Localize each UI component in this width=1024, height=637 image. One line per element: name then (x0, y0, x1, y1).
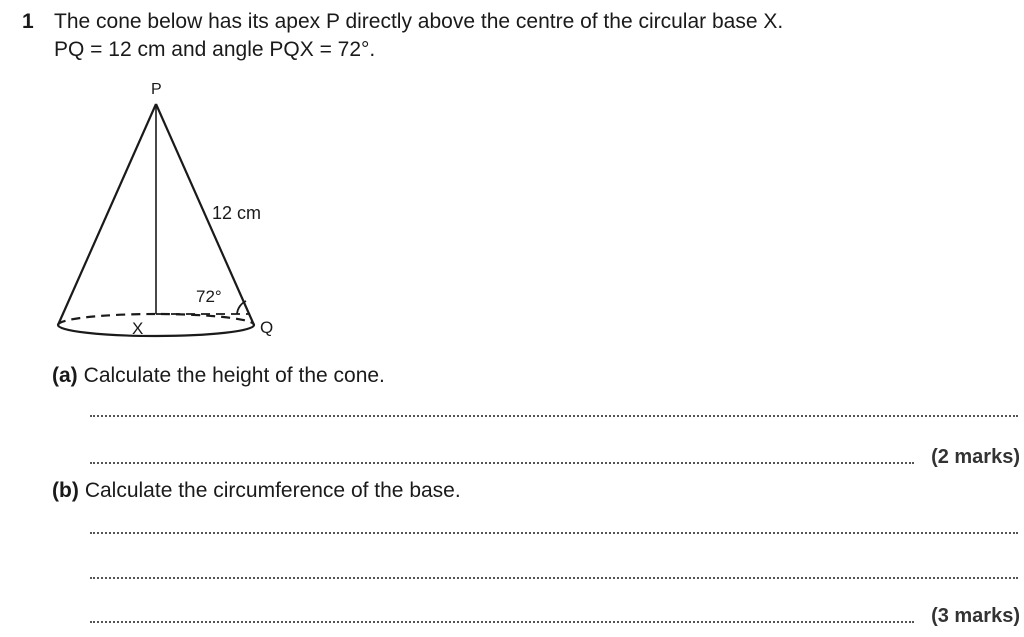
label-centre-x: X (132, 319, 144, 338)
label-edge-q: Q (260, 318, 274, 337)
question-number: 1 (22, 10, 34, 33)
label-apex-p: P (151, 81, 162, 98)
part-a-answer-line-2[interactable] (90, 462, 914, 464)
part-a-text: Calculate the height of the cone. (83, 364, 385, 387)
part-b-answer-line-2[interactable] (90, 577, 1018, 579)
part-a-marks: (2 marks) (931, 446, 1020, 468)
question-stem-line-2: PQ = 12 cm and angle PQX = 72°. (54, 38, 376, 61)
label-slant-length: 12 cm (212, 203, 262, 223)
cone-base-back (58, 314, 254, 325)
part-a-label: (a) (52, 364, 78, 387)
question-stem-line-1: The cone below has its apex P directly above the centre of the circular base X. (54, 10, 784, 33)
cone-left-edge (58, 104, 156, 325)
part-b-text: Calculate the circumference of the base. (84, 479, 461, 502)
part-b-marks: (3 marks) (931, 605, 1020, 627)
part-a-prompt (52, 362, 385, 390)
cone-diagram (50, 76, 290, 346)
part-b-label: (b) (52, 479, 79, 502)
label-angle: 72° (196, 287, 222, 306)
cone-base-front (58, 325, 254, 336)
part-b-answer-line-1[interactable] (90, 532, 1018, 534)
part-a-answer-line-1[interactable] (90, 415, 1018, 417)
question-stem (54, 8, 783, 64)
part-b-prompt (52, 477, 461, 505)
part-b-answer-line-3[interactable] (90, 621, 914, 623)
